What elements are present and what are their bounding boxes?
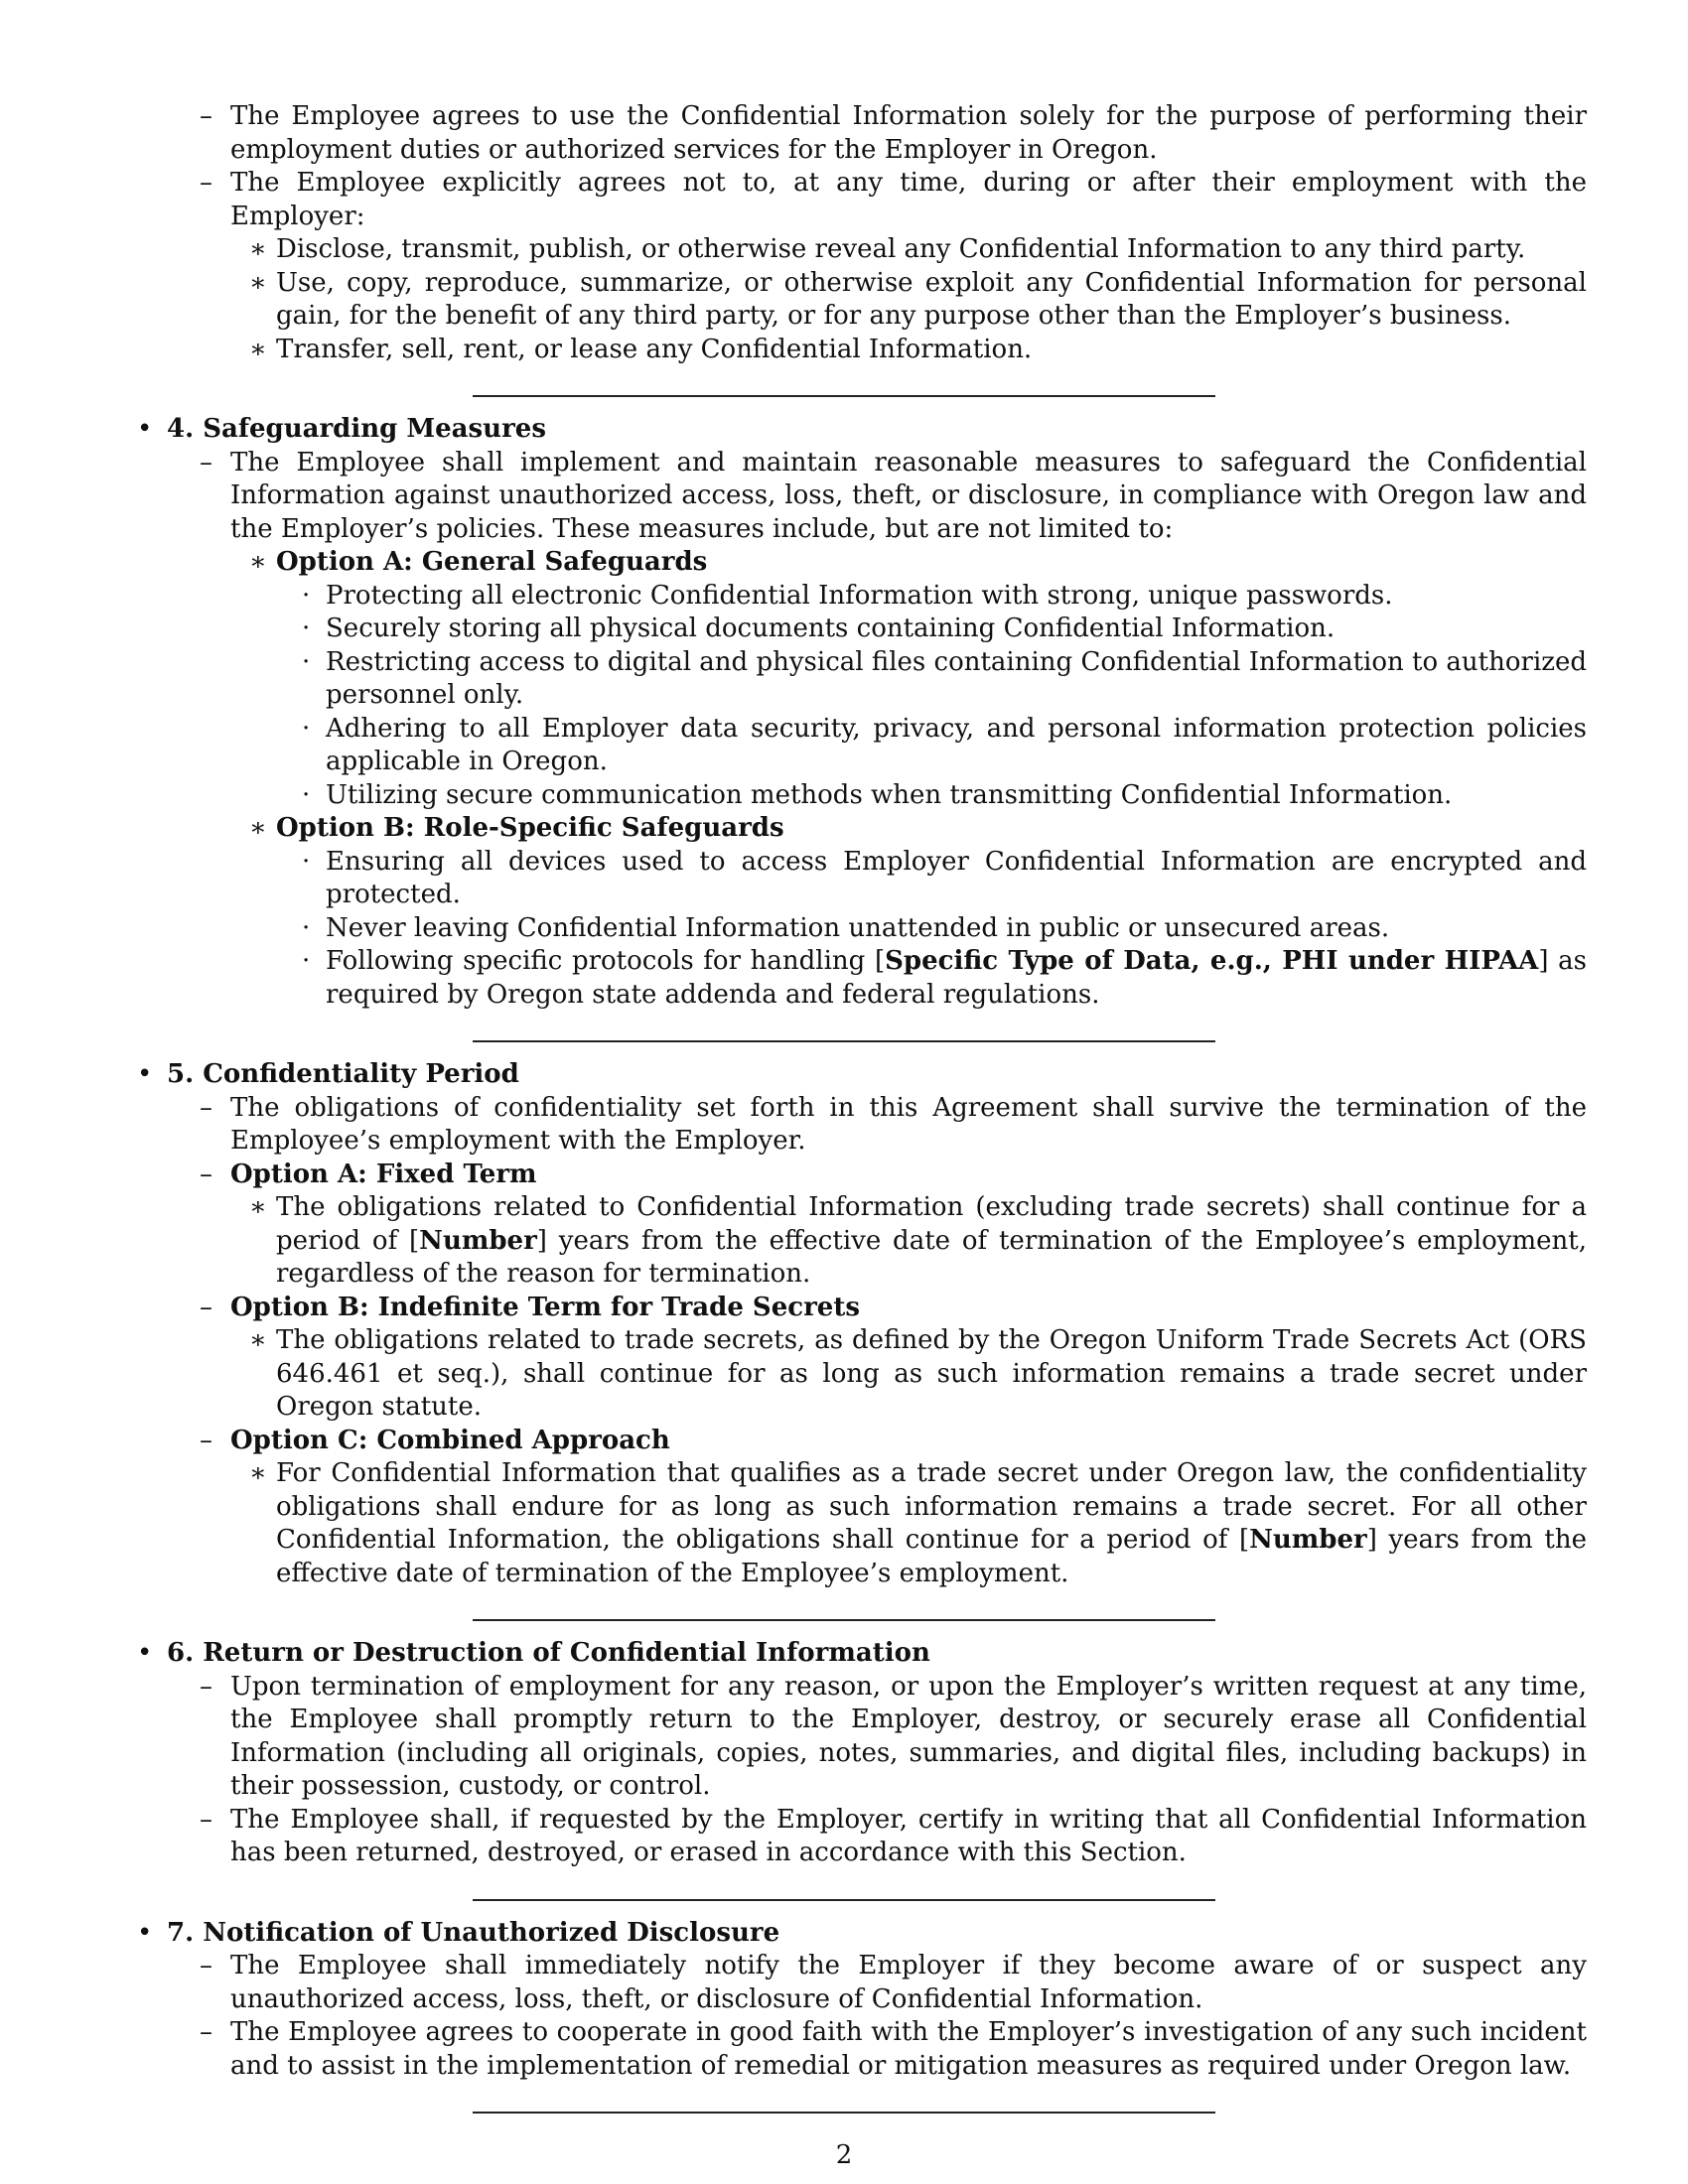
option-a-item — [295, 580, 1587, 614]
section-7-point-text: – The Employee shall immediately notify the Employer if they become aware of or suspect any unauthorized access, loss, theft, or disclosure of Confidential Information. — [230, 1951, 1587, 2014]
option-c-item — [249, 1457, 1587, 1590]
section-5 — [137, 1058, 1587, 1590]
section-7-point-text: – The Employee agrees to cooperate in good faith with the Employer’s investigation of any such incident and to assist in the implementation of remedial or mitigation measures as required under Oregon law. — [230, 2017, 1587, 2081]
section-4-options — [230, 546, 1587, 1012]
option-b-item — [295, 846, 1587, 912]
option-a-item — [295, 713, 1587, 779]
text-run: ] as required by Oregon state addenda and federal regulations. — [326, 946, 1587, 1010]
option-b-list — [230, 1324, 1587, 1425]
option-a-list — [276, 580, 1587, 813]
intro-sublist — [230, 233, 1587, 366]
section-6-point — [200, 1671, 1587, 1804]
section-6-point-text: – Upon termination of employment for any reason, or upon the Employer’s written request at any time, the Employee shall promptly return to the Employer, destroy, or securely erase all Confidential Information (including all originals, copies, notes, summaries, and digital files, including backups) in their possession, custody, or control. — [230, 1671, 1587, 1801]
option-a — [200, 1159, 1587, 1292]
section-4-title: 4. Safeguarding Measures — [167, 414, 546, 444]
option-a-title: Option A: General Safeguards — [276, 547, 708, 577]
section-7-title: 7. Notification of Unauthorized Disclosure — [167, 1917, 780, 1948]
section-5-intro — [200, 1092, 1587, 1159]
section-divider — [473, 2112, 1215, 2114]
intro-list — [137, 100, 1587, 366]
document-body — [137, 100, 1587, 2114]
section-6-point — [200, 1804, 1587, 1870]
option-a-item — [295, 613, 1587, 646]
option-a-item-text — [276, 1191, 1587, 1292]
intro-item-text: – The Employee explicitly agrees not to, at any time, during or after their employment with the Employer: — [230, 168, 1587, 231]
option-a-list — [230, 1191, 1587, 1292]
placeholder-field: Specific Type of Data, e.g., PHI under HIPAA — [885, 946, 1539, 976]
intro-subitem-text: ∗ Use, copy, reproduce, summarize, or otherwise exploit any Confidential Information for personal gain, for the benefit of any third party, or for any purpose other than the Employer’s business. — [276, 267, 1587, 331]
text-run: The obligations related to Confidential Information (excluding trade secrets) shall continue for a period of [ — [276, 1192, 1587, 1256]
option-a-item-text: · Utilizing secure communication methods when transmitting Confidential Information. — [326, 779, 1453, 810]
option-a-item-text: · Restricting access to digital and physical files containing Confidential Information to authorized personnel only. — [326, 646, 1587, 710]
option-a-item — [295, 646, 1587, 713]
option-b-item — [249, 1324, 1587, 1425]
section-6 — [137, 1637, 1587, 1870]
section-7-point — [200, 1950, 1587, 2016]
option-b-item-text: · Never leaving Confidential Information unattended in public or unsecured areas. — [326, 912, 1390, 943]
section-5-item — [137, 1058, 1587, 1590]
option-c-item-text — [276, 1457, 1587, 1590]
intro-subitem — [249, 334, 1587, 367]
option-b-title: Option B: Role-Specific Safeguards — [276, 813, 784, 843]
section-divider — [473, 1040, 1215, 1042]
option-a-item-text: · Securely storing all physical documents containing Confidential Information. — [326, 614, 1336, 643]
section-4-list — [167, 447, 1587, 1013]
option-c-list — [230, 1457, 1587, 1590]
option-c — [200, 1425, 1587, 1591]
intro-item — [200, 100, 1587, 167]
option-b — [249, 812, 1587, 1012]
section-4 — [137, 413, 1587, 1012]
option-b-list — [276, 846, 1587, 1013]
option-a — [249, 546, 1587, 812]
section-4-item — [137, 413, 1587, 1012]
text-run: For Confidential Information that qualifies as a trade secret under Oregon law, the confidentiality obligations shall endure for as long as such information remains a trade secret. For all other Confidential Information, the obligations shall continue for a period of [ — [276, 1458, 1587, 1555]
option-a-item-text: · Adhering to all Employer data security, privacy, and personal information protection policies applicable in Oregon. — [326, 713, 1587, 776]
section-divider — [473, 395, 1215, 397]
section-5-title: 5. Confidentiality Period — [167, 1059, 519, 1089]
section-6-item — [137, 1637, 1587, 1870]
text-run: ] years from the effective date of termination of the Employee’s employment. — [276, 1525, 1587, 1588]
section-7-point — [200, 2016, 1587, 2083]
option-a-item — [295, 779, 1587, 813]
section-5-list — [167, 1092, 1587, 1591]
text-run: Following specific protocols for handling [ — [326, 946, 886, 976]
section-6-title: 6. Return or Destruction of Confidential Information — [167, 1638, 930, 1668]
section-6-point-text: – The Employee shall, if requested by the Employer, certify in writing that all Confidential Information has been returned, destroyed, or erased in accordance with this Section. — [230, 1804, 1587, 1867]
section-divider — [473, 1619, 1215, 1621]
intro-subitem-text: ∗ Transfer, sell, rent, or lease any Confidential Information. — [276, 334, 1033, 364]
placeholder-field: Number — [419, 1225, 537, 1256]
section-6-list — [167, 1671, 1587, 1870]
option-b-item — [295, 912, 1587, 946]
option-b-title: Option B: Indefinite Term for Trade Secrets — [230, 1292, 860, 1322]
placeholder-field: Number — [1249, 1525, 1367, 1555]
section-4-intro — [200, 447, 1587, 1013]
text-run: ] years from the effective date of termination of the Employee’s employment, regardless of the reason for termination. — [276, 1225, 1587, 1289]
intro-item-text: – The Employee agrees to use the Confidential Information solely for the purpose of performing their employment duties or authorized services for the Employer in Oregon. — [230, 101, 1587, 165]
option-a-title: Option A: Fixed Term — [230, 1159, 537, 1189]
option-a-item — [249, 1191, 1587, 1292]
option-b-item-text: ∗ The obligations related to trade secrets, as defined by the Oregon Uniform Trade Secrets Act (ORS 646.461 et seq.), shall continue for as long as such information remains a trade secret under Oregon statute. — [276, 1325, 1587, 1422]
option-c-title: Option C: Combined Approach — [230, 1425, 670, 1455]
option-a-item-text: · Protecting all electronic Confidential Information with strong, unique passwords. — [326, 580, 1393, 611]
option-b-item — [295, 945, 1587, 1012]
section-5-intro-text: – The obligations of confidentiality set forth in this Agreement shall survive the termination of the Employee’s employment with the Employer. — [230, 1092, 1587, 1156]
option-b-item-text: · Ensuring all devices used to access Employer Confidential Information are encrypted and protected. — [326, 846, 1587, 909]
page-number: 2 — [835, 2140, 853, 2170]
section-4-intro-text: – The Employee shall implement and maintain reasonable measures to safeguard the Confidential Information against unauthorized access, loss, theft, or disclosure, in compliance with Oregon law and the Employer’s policies. These measures include, but are not limited to: — [230, 447, 1587, 544]
intro-subitem — [249, 267, 1587, 334]
section-7 — [137, 1917, 1587, 2084]
intro-item — [200, 167, 1587, 366]
intro-subitem — [249, 233, 1587, 267]
option-b — [200, 1292, 1587, 1425]
intro-subitem-text: ∗ Disclose, transmit, publish, or otherwise reveal any Confidential Information to any third party. — [276, 234, 1526, 264]
section-7-list — [167, 1950, 1587, 2083]
option-b-item-text — [326, 945, 1587, 1012]
section-divider — [473, 1899, 1215, 1901]
section-7-item — [137, 1917, 1587, 2084]
